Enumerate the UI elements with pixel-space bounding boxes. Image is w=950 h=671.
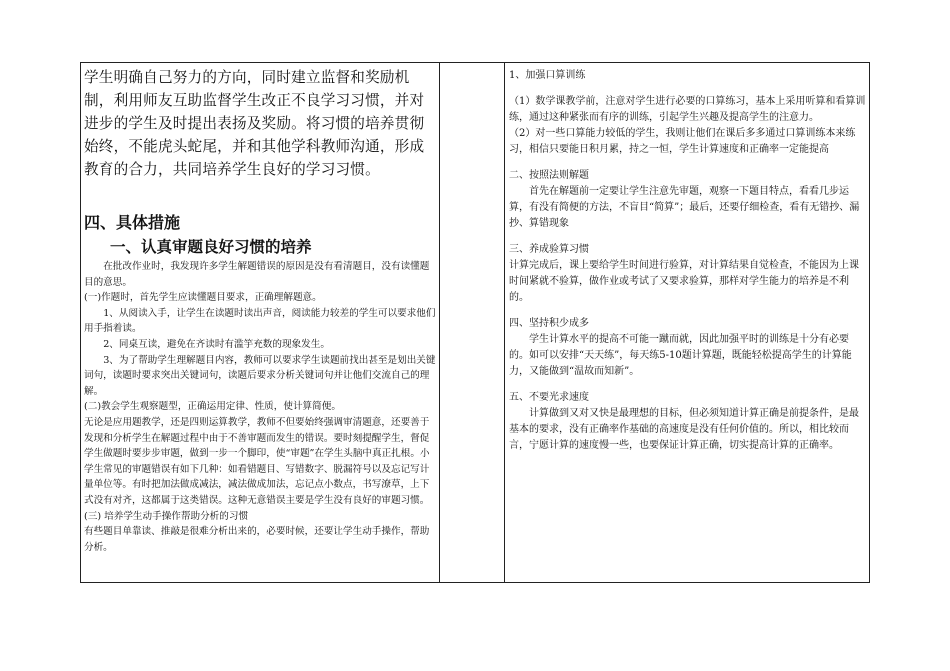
paragraph-3: 1、从阅读入手，让学生在读题时读出声音，阅读能力较差的学生可以要求他们用手指着读。: [84, 307, 436, 335]
column-divider-left: [439, 62, 440, 583]
paragraph-6: (二)教会学生观察题型，正确运用定律、性质，使计算简便。: [84, 401, 341, 413]
section-2-paragraph: 首先在解题前一定要让学生注意先审题，观察一下题目特点，看看几步运算，有没有简便的方法，不盲目“简算”；最后，还要仔细检查，看有无错抄、漏抄、算错现象: [509, 186, 860, 229]
section-2-title: 二、按照法则解题: [509, 170, 589, 181]
subsection-title: 一、认真审题良好习惯的培养: [110, 237, 312, 256]
left-column: [84, 66, 436, 555]
paragraph-8: (三) 培养学生动手操作帮助分析的习惯: [84, 510, 249, 522]
section-1-paragraph-2: （2）对一些口算能力较低的学生，我则让他们在课后多多通过口算训练本来练习，相信只要能日积月累，持之一恒，学生计算速度和正确率一定能提高: [509, 128, 856, 155]
section-5-title: 五、不要光求速度: [509, 392, 589, 403]
section-4-paragraph: 学生计算水平的提高不可能一蹴而就，因此加强平时的训练是十分有必要的。如可以安排“天天练”，每天练5-10题计算题，既能轻松提高学生的计算能力，又能做到“温故而知新”。: [509, 334, 852, 377]
right-column: [509, 68, 867, 454]
paragraph-1: 在批改作业时，我发现许多学生解题错误的原因是没有看清题目，没有读懂题目的意思。: [84, 261, 430, 288]
section-1-title: 1、加强口算训练: [509, 70, 586, 81]
paragraph-5: 3、为了帮助学生理解题目内容，教师可以要求学生读题前找出甚至是划出关键词句，读题时要求突出关键词句，读题后要求分析关键词句并让他们交流自己的理解。: [84, 354, 436, 397]
section-3-title: 三、养成验算习惯: [509, 244, 589, 255]
section-title: 四、具体措施: [84, 213, 181, 232]
paragraph-9: 有些题目单靠读、推敲是很难分析出来的，必要时候，还要让学生动手操作，帮助分析。: [84, 526, 430, 553]
paragraph-7: 无论是应用题教学，还是四则运算教学，教师不但要始终强调审清题意，还要善于发现和分析学生在解题过程中由于不善审题而发生的错误。要时刻提醒学生，督促学生做题时要步步审题，做到一步一个脚印，使“审题”在学生头脑中真正扎根。小学生常见的审题错误有如下几种：如看错题目、写错数字、脱漏符号以及忘记写计量单位等。有时把加法做成减法，减法做成加法，忘记点小数点，书写潦草，上下式没有对齐，这都属于这类错误。这种无意错误主要是学生没有良好的审题习惯。: [84, 416, 430, 506]
section-5-paragraph: 计算做到又对又快是最理想的目标，但必须知道计算正确是前提条件，是最基本的要求，没有正确率作基础的高速度是没有任何价值的。所以，相比较而言，宁愿计算的速度慢一些，也要保证计算正确，切实提高计算的正确率。: [509, 408, 859, 451]
paragraph-2: (一)作题时，首先学生应读懂题目要求，正确理解题意。: [84, 292, 322, 304]
section-3-paragraph: 计算完成后，课上要给学生时间进行验算，对计算结果自觉检查，不能因为上课时间紧就不验算，做作业或考试了又要求验算，那样对学生能力的培养是不利的。: [509, 260, 859, 303]
column-divider-right: [504, 62, 505, 583]
intro-paragraph: 学生明确自己努力的方向，同时建立监督和奖励机制，利用师友互助监督学生改正不良学习习惯，并对进步的学生及时提出表扬及奖励。将习惯的培养贯彻始终，不能虎头蛇尾，并和其他学科教师沟通，形成教育的合力，共同培养学生良好的学习习惯。: [84, 69, 425, 178]
document-table: [80, 62, 870, 583]
section-1-paragraph-1: （1）数学课教学前，注意对学生进行必要的口算练习，基本上采用听算和看算训练，通过这种紧张而有序的训练，引起学生兴趣及提高学生的注意力。: [509, 96, 866, 123]
section-4-title: 四、坚持积少成多: [509, 318, 589, 329]
paragraph-4: 2、同桌互读，避免在齐读时有滥竽充数的现象发生。: [103, 338, 330, 350]
